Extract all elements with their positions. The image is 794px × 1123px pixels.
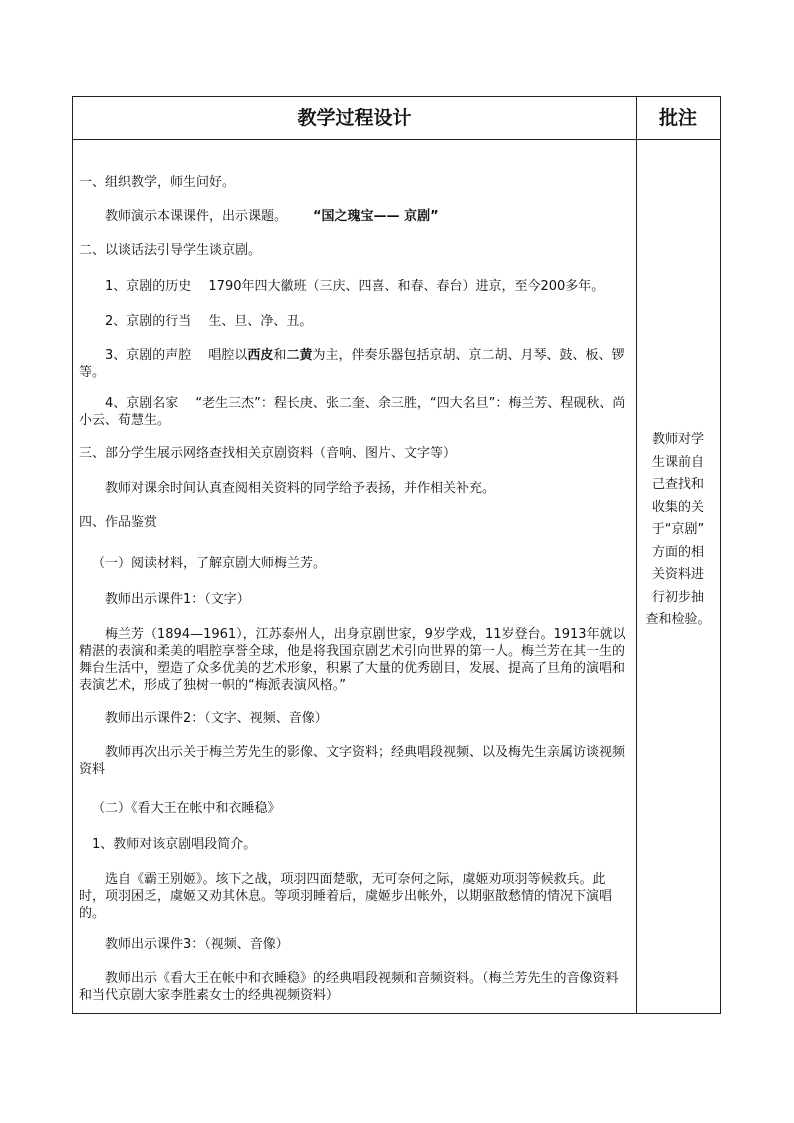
section-4: 四、作品鉴赏 xyxy=(79,515,158,530)
roles-item: 2、京剧的行当 生、旦、净、丑。 xyxy=(105,314,313,329)
subsection-2: （二）《看大王在帐中和衣睡稳》 xyxy=(92,801,281,816)
section-3: 三、部分学生展示网络查找相关京剧资料（音响、图片、文字等） xyxy=(79,446,457,461)
final-materials-paragraph: 教师出示《看大王在帐中和衣睡稳》的经典唱段视频和音频资料。（梅兰芳先生的音像资料和当代京剧大家李胜素女士的经典视频资料） xyxy=(79,971,619,1003)
materials-paragraph: 教师再次出示关于梅兰芳先生的影像、文字资料；经典唱段视频、以及梅先生亲属访谈视频资料 xyxy=(79,745,626,777)
aria-background: 选自《霸王别姬》。垓下之战，项羽四面楚歌，无可奈何之际，虞姬劝项羽等候救兵。此时，项羽困乏，虞姬又劝其休息。等项羽睡着后，虞姬步出帐外，以期驱散愁情的情况下演唱的。 xyxy=(79,872,613,921)
header-divider xyxy=(73,139,720,140)
courseware-text: 教师演示本课课件，出示课题。 xyxy=(105,209,288,224)
lesson-plan-table xyxy=(72,96,721,1014)
annotation-note: 教师对学 生课前自 己查找和 收集的关 于“京剧” 方面的相 关资料进 行初步抽 查和检验。 xyxy=(645,432,711,627)
subsection-1: （一）阅读材料，了解京剧大师梅兰芳。 xyxy=(92,556,327,571)
section-2: 二、以谈话法引导学生谈京剧。 xyxy=(79,243,262,258)
courseware-1: 教师出示课件1：（文字） xyxy=(105,592,250,607)
courseware-3: 教师出示课件3：（视频、音像） xyxy=(105,937,289,952)
aria-intro-heading: 1、教师对该京剧唱段简介。 xyxy=(92,837,257,852)
erhuang-term: 二黄 xyxy=(286,348,313,363)
paragraph-courseware-intro xyxy=(79,208,629,225)
courseware-2: 教师出示课件2：（文字、视频、音像） xyxy=(105,711,328,726)
praise-paragraph: 教师对课余时间认真查阅相关资料的同学给予表扬，并作相关补充。 xyxy=(105,481,496,496)
history-item: 1、京剧的历史 1790年四大徽班（三庆、四喜、和春、春台）进京，至今200多年。 xyxy=(105,279,605,294)
masters-item: 4、京剧名家 “老生三杰”：程长庚、张二奎、余三胜，“四大名旦”：梅兰芳、程砚秋、尚小云、荀慧生。 xyxy=(79,396,626,428)
vocal-item: 3、京剧的声腔 唱腔以西皮和二黄为主，伴奏乐器包括京胡、京二胡、月琴、鼓、板、锣等。 xyxy=(79,348,625,380)
mei-lanfang-bio: 梅兰芳（1894—1961），江苏泰州人，出身京剧世家，9岁学戏，11岁登台。1913年就以精湛的表演和柔美的唱腔享誉全球，他是将我国京剧艺术引向世界的第一人。梅兰芳在其一生的舞台生活中，塑造了众多优美的艺术形象，积累了大量的优秀剧目，发展、提高了旦角的演唱和表演艺术，形成了独树一帜的“梅派表演风格。” xyxy=(79,627,626,693)
xipi-term: 西皮 xyxy=(247,348,274,363)
main-column-header: 教学过程设计 xyxy=(297,107,412,129)
section-1: 一、组织教学，师生问好。 xyxy=(79,175,236,190)
note-column-header: 批注 xyxy=(658,107,697,129)
lesson-title: “国之瑰宝—— 京剧” xyxy=(313,209,439,224)
